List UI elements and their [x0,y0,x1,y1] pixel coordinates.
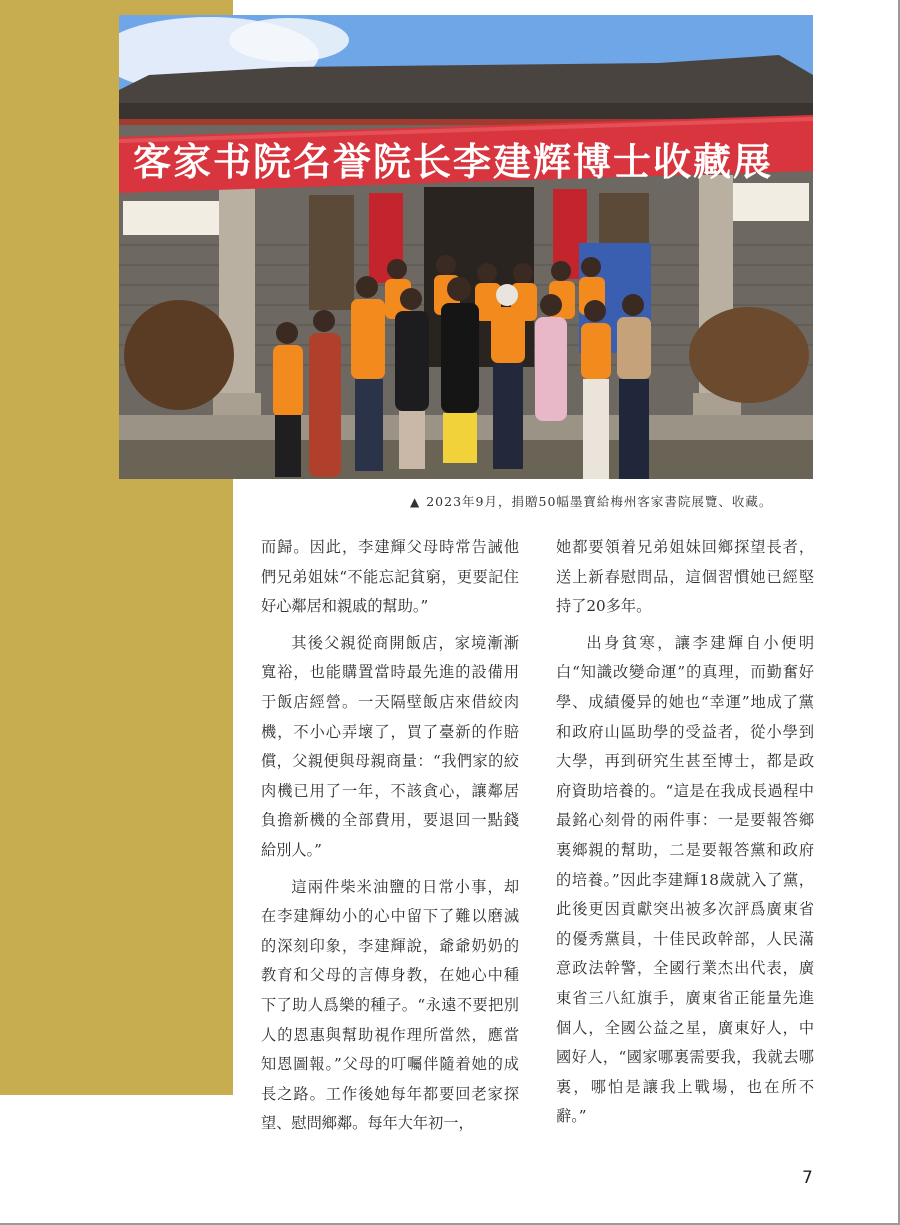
paragraph: 她都要領着兄弟姐妹回鄉探望長者，送上新春慰問品，這個習慣她已經堅持了20多年。 [556,538,814,616]
group-photo [119,15,813,479]
triangle-icon: ▲ [410,495,421,509]
photo-caption [410,492,820,510]
paragraph: 而歸。因此，李建輝父母時常告誡他們兄弟姐妹“不能忘記貧窮，更要記住好心鄰居和親戚的幫助。” [261,538,519,616]
paragraph: 這兩件柴米油鹽的日常小事，却在李建輝幼小的心中留下了難以磨滅的深刻印象，李建輝說，爺爺奶奶的教育和父母的言傳身教，在她心中種下了助人爲樂的種子。“永遠不要把別人的恩惠與幫助視作理所當然，應當知恩圖報。”父母的叮囑伴隨着她的成長之路。工作後她每年都要回老家探望、慰問鄉鄰。每年大年初一， [261,877,519,1133]
caption-text: 2023年9月，捐贈50幅墨寶給梅州客家書院展覽、收藏。 [426,494,773,509]
paragraph: 出身貧寒，讓李建輝自小便明白“知識改變命運”的真理，而勤奮好學、成績優异的她也“幸運”地成了黨和政府山區助學的受益者，從小學到大學，再到研究生甚至博士，都是政府資助培養的。“這是在我成長過程中最銘心刻骨的兩件事：一是要報答鄉裏鄉親的幫助，二是要報答黨和政府的培養。”因此李建輝18歲就入了黨，此後更因貢獻突出被多次評爲廣東省的優秀黨員，十佳民政幹部，人民滿意政法幹警，全國行業杰出代表，廣東省三八紅旗手，廣東省正能量先進個人，全國公益之星，廣東好人，中國好人，“國家哪裏需要我，我就去哪裏，哪怕是讓我上戰場，也在所不辭。” [556,633,814,1126]
article-column-left [261,533,519,1139]
banner-text: 客家书院名誉院长李建辉博士收藏展 [133,140,774,184]
paragraph: 其後父親從商開飯店，家境漸漸寬裕，也能購置當時最先進的設備用于飯店經營。一天隔壁飯店來借絞肉機，不小心弄壞了，買了臺新的作賠償，父親便與母親商量：“我們家的絞肉機已用了一年，不該貪心，讓鄰居負擔新機的全部費用，要退回一點錢給別人。” [261,633,519,859]
page-number: 7 [802,1168,813,1188]
article-column-right [556,533,814,1132]
